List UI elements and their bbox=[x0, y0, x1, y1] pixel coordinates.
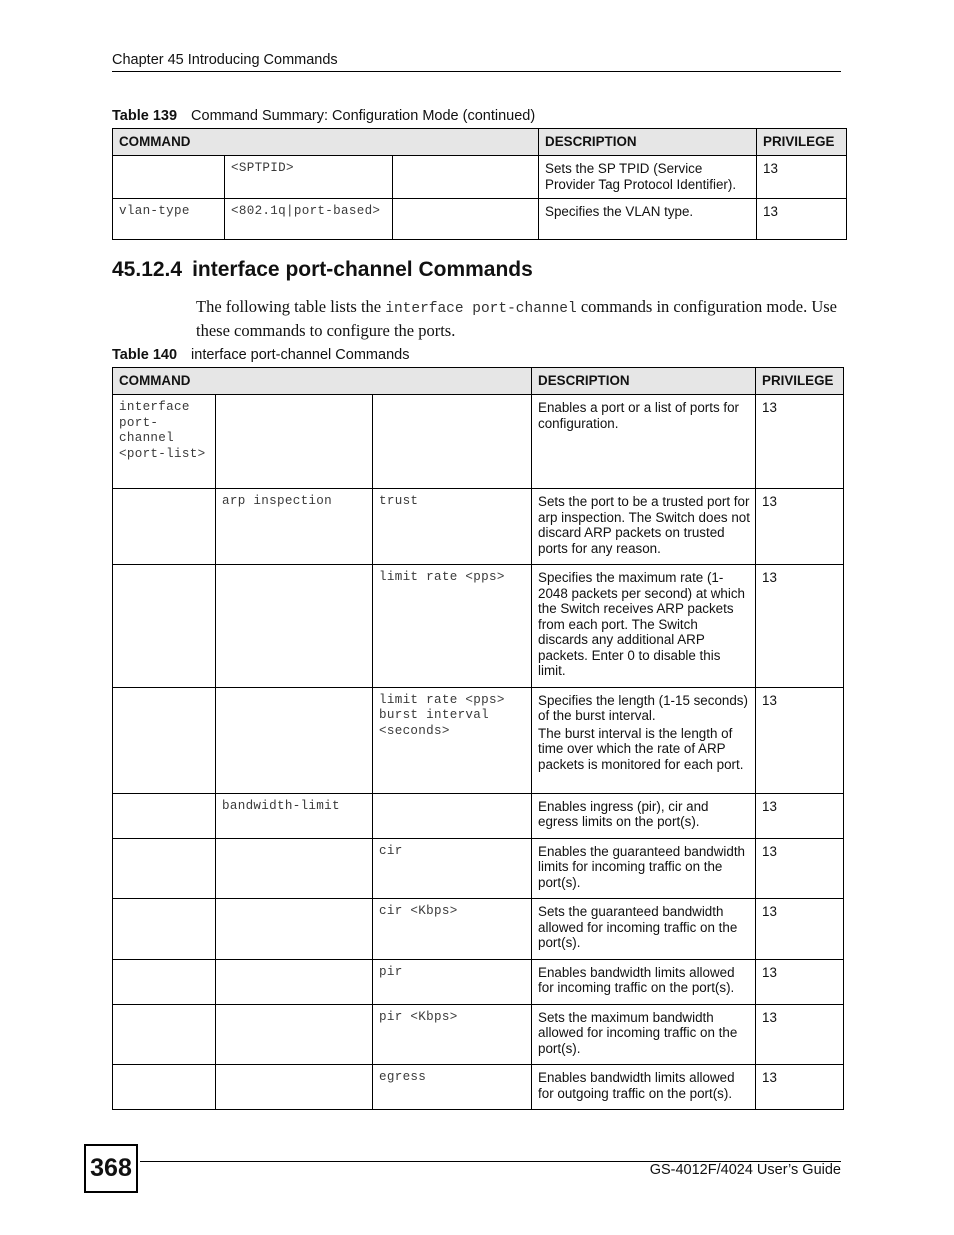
command-cell bbox=[216, 687, 373, 793]
command-cell: arp inspection bbox=[216, 489, 373, 565]
command-cell: trust bbox=[373, 489, 532, 565]
command-cell bbox=[113, 489, 216, 565]
chapter-header: Chapter 45 Introducing Commands bbox=[112, 52, 338, 68]
intro-paragraph bbox=[196, 296, 846, 341]
table-row bbox=[113, 395, 844, 489]
command-cell bbox=[216, 565, 373, 688]
command-cell: limit rate <pps> burst interval <seconds> bbox=[373, 687, 532, 793]
description-cell bbox=[532, 959, 756, 1004]
table-row bbox=[113, 687, 844, 793]
description-text: Enables ingress (pir), cir and egress limits on the port(s). bbox=[538, 798, 709, 829]
table-140 bbox=[112, 367, 844, 1110]
table-140-caption bbox=[112, 347, 409, 363]
command-cell: bandwidth-limit bbox=[216, 793, 373, 838]
description-cell bbox=[532, 838, 756, 899]
command-cell bbox=[393, 156, 539, 199]
command-cell: cir <Kbps> bbox=[373, 899, 532, 960]
privilege-cell: 13 bbox=[756, 565, 844, 688]
section-title: interface port-channel Commands bbox=[192, 258, 533, 281]
table-139-label: Table 139 bbox=[112, 108, 178, 124]
description-cell bbox=[532, 899, 756, 960]
guide-title: GS-4012F/4024 User’s Guide bbox=[649, 1162, 841, 1178]
table-row bbox=[113, 489, 844, 565]
command-cell: pir bbox=[373, 959, 532, 1004]
intro-code: interface port-channel bbox=[385, 301, 577, 317]
privilege-cell: 13 bbox=[756, 1065, 844, 1110]
privilege-cell: 13 bbox=[756, 1004, 844, 1065]
table-row bbox=[113, 199, 847, 240]
privilege-cell: 13 bbox=[757, 199, 847, 240]
table-row bbox=[113, 156, 847, 199]
description-cell bbox=[532, 793, 756, 838]
header-description: DESCRIPTION bbox=[532, 368, 756, 395]
description-text: Specifies the length (1-15 seconds) of the burst interval. bbox=[538, 692, 748, 723]
description-text-2: The burst interval is the length of time over which the rate of ARP packets is monitored for each port. bbox=[538, 725, 744, 772]
command-cell bbox=[113, 899, 216, 960]
table-row bbox=[113, 793, 844, 838]
description-text: Enables the guaranteed bandwidth limits for incoming traffic on the port(s). bbox=[538, 843, 746, 890]
description-cell bbox=[532, 395, 756, 489]
privilege-cell: 13 bbox=[756, 959, 844, 1004]
table-row bbox=[113, 838, 844, 899]
privilege-cell: 13 bbox=[756, 793, 844, 838]
header-command: COMMAND bbox=[113, 129, 539, 156]
command-cell bbox=[393, 199, 539, 240]
command-cell bbox=[216, 1004, 373, 1065]
command-cell: egress bbox=[373, 1065, 532, 1110]
privilege-cell: 13 bbox=[756, 395, 844, 489]
intro-text: The following table lists the bbox=[196, 297, 386, 316]
table-140-label: Table 140 bbox=[112, 347, 178, 363]
description-text: Sets the maximum bandwidth allowed for incoming traffic on the port(s). bbox=[538, 1009, 738, 1056]
command-cell bbox=[216, 959, 373, 1004]
description-cell bbox=[532, 687, 756, 793]
header-rule bbox=[112, 71, 841, 72]
description-text: Sets the guaranteed bandwidth allowed for incoming traffic on the port(s). bbox=[538, 904, 738, 950]
page-number: 368 bbox=[84, 1144, 138, 1193]
table-139-header-row bbox=[113, 129, 847, 156]
command-cell bbox=[216, 899, 373, 960]
command-cell: cir bbox=[373, 838, 532, 899]
command-cell bbox=[113, 1065, 216, 1110]
privilege-cell: 13 bbox=[757, 156, 847, 199]
section-number: 45.12.4 bbox=[112, 258, 183, 281]
table-row bbox=[113, 565, 844, 688]
table-row bbox=[113, 899, 844, 960]
description-cell bbox=[532, 489, 756, 565]
privilege-cell: 13 bbox=[756, 838, 844, 899]
privilege-cell: 13 bbox=[756, 687, 844, 793]
table-row bbox=[113, 959, 844, 1004]
command-cell: vlan-type bbox=[113, 199, 225, 240]
command-cell bbox=[113, 838, 216, 899]
header-command: COMMAND bbox=[113, 368, 532, 395]
privilege-cell: 13 bbox=[756, 489, 844, 565]
command-cell bbox=[113, 156, 225, 199]
description-cell: Specifies the VLAN type. bbox=[539, 199, 757, 240]
description-text: Enables a port or a list of ports for configuration. bbox=[538, 400, 739, 431]
table-140-header-row bbox=[113, 368, 844, 395]
description-text: Enables bandwidth limits allowed for incoming traffic on the port(s). bbox=[538, 964, 735, 995]
command-cell: pir <Kbps> bbox=[373, 1004, 532, 1065]
command-cell bbox=[113, 565, 216, 688]
command-cell: interface port-channel <port-list> bbox=[113, 395, 216, 489]
table-row bbox=[113, 1004, 844, 1065]
command-cell: limit rate <pps> bbox=[373, 565, 532, 688]
command-cell bbox=[373, 793, 532, 838]
description-cell: Sets the SP TPID (Service Provider Tag Protocol Identifier). bbox=[539, 156, 757, 199]
table-140-title: interface port-channel Commands bbox=[191, 347, 410, 363]
table-139 bbox=[112, 128, 847, 240]
description-cell bbox=[532, 1004, 756, 1065]
table-139-caption bbox=[112, 108, 535, 124]
description-cell bbox=[532, 1065, 756, 1110]
intro-text: commands in configuration mode. Use these commands to configure the ports. bbox=[196, 297, 837, 340]
header-privilege: PRIVILEGE bbox=[757, 129, 847, 156]
header-description: DESCRIPTION bbox=[539, 129, 757, 156]
command-cell bbox=[216, 838, 373, 899]
description-text: Enables bandwidth limits allowed for outgoing traffic on the port(s). bbox=[538, 1070, 735, 1101]
command-cell bbox=[113, 959, 216, 1004]
header-privilege: PRIVILEGE bbox=[756, 368, 844, 395]
command-cell: <802.1q|port-based> bbox=[225, 199, 393, 240]
table-139-title: Command Summary: Configuration Mode (continued) bbox=[191, 108, 536, 124]
description-text: Sets the port to be a trusted port for arp inspection. The Switch does not discard ARP packets on trusted ports for any reason. bbox=[538, 494, 750, 556]
privilege-cell: 13 bbox=[756, 899, 844, 960]
command-cell: <SPTPID> bbox=[225, 156, 393, 199]
section-heading bbox=[112, 258, 533, 282]
command-cell bbox=[113, 1004, 216, 1065]
description-cell bbox=[532, 565, 756, 688]
command-cell bbox=[113, 687, 216, 793]
command-cell bbox=[216, 1065, 373, 1110]
description-text: Specifies the maximum rate (1-2048 packets per second) at which the Switch receives ARP packets from each port. The Switch discards any additional ARP packets. Enter 0 to disable this limit. bbox=[538, 570, 745, 678]
command-cell bbox=[113, 793, 216, 838]
command-cell bbox=[373, 395, 532, 489]
command-cell bbox=[216, 395, 373, 489]
table-row bbox=[113, 1065, 844, 1110]
